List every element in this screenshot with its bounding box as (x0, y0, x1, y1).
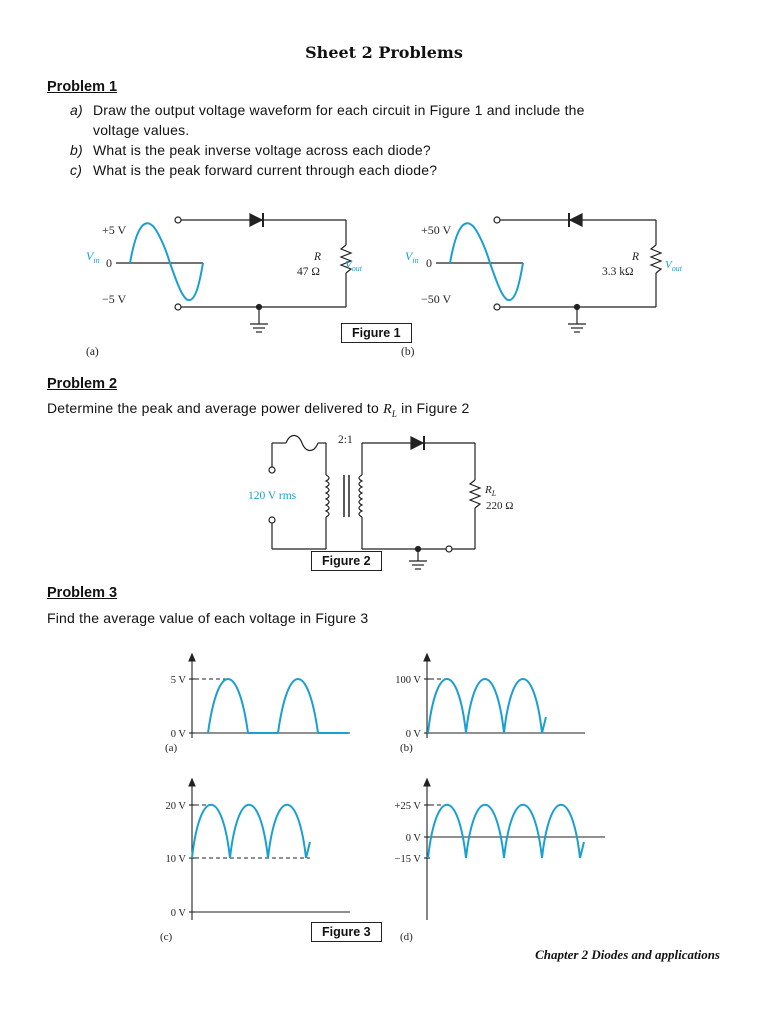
problem-1-heading: Problem 1 (47, 79, 118, 95)
axis-arrow (424, 654, 430, 661)
question-a (70, 102, 585, 118)
resistor-label: $R_L$ (485, 484, 497, 498)
terminal (494, 217, 500, 223)
question-a-cont (70, 122, 189, 138)
terminal (269, 467, 275, 473)
problem-3-heading: Problem 3 (47, 585, 118, 601)
page-title: Sheet 2 Problems (305, 43, 463, 62)
y-tick-label: −15 V (394, 854, 421, 865)
secondary-coil-icon (359, 475, 362, 517)
axis-arrow (189, 779, 195, 786)
vin-peak-label: +50 V (421, 223, 452, 237)
y-tick-label: 0 V (405, 833, 421, 844)
vin-zero-label: 0 (106, 256, 112, 270)
vout-label: $V_{out}$ (665, 259, 682, 273)
rectified-waveform (428, 805, 584, 858)
terminal (494, 304, 500, 310)
diode-icon (250, 214, 262, 226)
input-sine-wave (450, 223, 523, 300)
rectified-waveform (208, 679, 348, 733)
chart-caption: (d) (400, 931, 413, 943)
resistor-label: R (314, 251, 322, 263)
question-label: a) (70, 102, 83, 118)
figure-1-label: Figure 1 (341, 323, 412, 343)
figure-1-circuits (0, 200, 768, 370)
y-tick-label: 0 V (170, 908, 186, 919)
y-tick-label: 10 V (165, 854, 186, 865)
resistor-value: 47 Ω (297, 266, 320, 278)
problem-2-text (47, 400, 470, 419)
question-text: voltage values. (93, 122, 190, 138)
question-text: What is the peak forward current through each diode? (93, 162, 438, 178)
rl-symbol: $R_L$ (383, 402, 398, 419)
diode-icon (570, 214, 582, 226)
rectified-waveform (428, 679, 546, 733)
vin-neg-label: −5 V (102, 292, 127, 306)
question-label: c) (70, 162, 83, 178)
circuit-b (401, 213, 683, 358)
axis-arrow (424, 779, 430, 786)
resistor-value: 220 Ω (486, 500, 514, 512)
circuit-a (86, 213, 363, 358)
question-b (70, 142, 431, 158)
vout-label: $V_{out}$ (345, 259, 362, 273)
y-tick-label: 0 V (170, 729, 186, 740)
problem-2-heading: Problem 2 (47, 376, 118, 392)
question-text: What is the peak inverse voltage across each diode? (93, 142, 431, 158)
terminal (175, 217, 181, 223)
terminal (175, 304, 181, 310)
problem-2-text-start: Determine the peak and average power delivered to (47, 400, 379, 416)
problem-2-text-end: in Figure 2 (401, 400, 470, 416)
vin-zero-label: 0 (426, 256, 432, 270)
vin-neg-label: −50 V (421, 292, 452, 306)
axis-arrow (189, 654, 195, 661)
resistor-icon (470, 480, 480, 508)
waveform-chart-1 (165, 654, 350, 754)
figure-3-charts (0, 645, 768, 950)
problem-3-text: Find the average value of each voltage in Figure 3 (47, 610, 369, 626)
primary-coil-icon (326, 475, 329, 517)
vin-peak-label: +5 V (102, 223, 127, 237)
y-tick-label: 100 V (395, 675, 421, 686)
fuse-icon (286, 436, 318, 451)
chart-caption: (a) (165, 742, 178, 754)
terminal (269, 517, 275, 523)
caption-b: (b) (401, 346, 415, 358)
turns-ratio: 2:1 (338, 434, 353, 446)
y-tick-label: 5 V (170, 675, 186, 686)
input-sine-wave (130, 223, 203, 300)
y-tick-label: 0 V (405, 729, 421, 740)
chart-caption: (c) (160, 931, 173, 943)
chart-caption: (b) (400, 742, 413, 754)
question-c (70, 162, 437, 178)
figure-3-label: Figure 3 (311, 922, 382, 942)
caption-a: (a) (86, 346, 99, 358)
source-label: 120 V rms (248, 490, 297, 502)
rectified-waveform (192, 805, 310, 858)
diode-icon (411, 437, 423, 449)
vin-label: $V_{in}$ (86, 249, 100, 265)
waveform-chart-4 (395, 779, 605, 943)
question-text: Draw the output voltage waveform for each circuit in Figure 1 and include the (93, 102, 585, 118)
terminal (446, 546, 452, 552)
resistor-value: 3.3 kΩ (602, 266, 634, 278)
ground-icon (568, 324, 586, 332)
y-tick-label: 20 V (165, 801, 186, 812)
footer-chapter: Chapter 2 Diodes and applications (535, 947, 720, 962)
ground-icon (409, 561, 427, 569)
waveform-chart-2 (395, 654, 585, 754)
question-label: b) (70, 142, 83, 158)
figure-2-circuit (230, 425, 540, 575)
figure-2-label: Figure 2 (311, 551, 382, 571)
resistor-icon (651, 245, 661, 273)
y-tick-label: +25 V (394, 801, 421, 812)
resistor-label: R (632, 251, 640, 263)
ground-icon (250, 324, 268, 332)
waveform-chart-3 (160, 779, 350, 943)
vin-label: $V_{in}$ (405, 249, 419, 265)
